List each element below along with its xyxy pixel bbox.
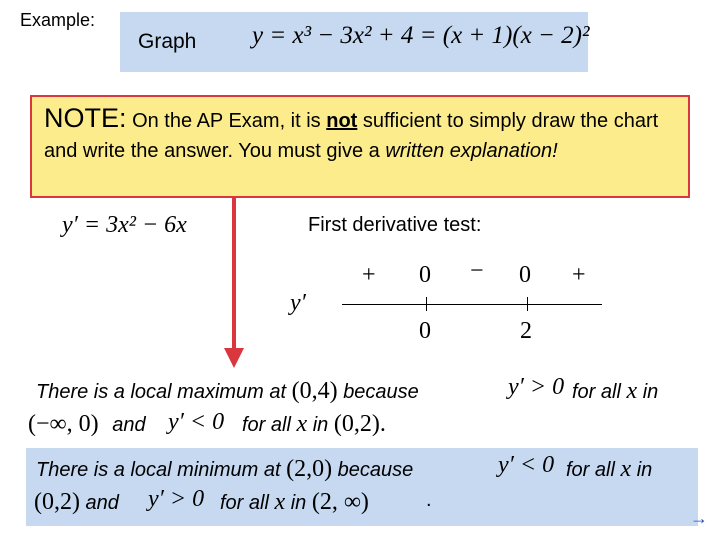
max-because: because (343, 381, 419, 403)
note-text: NOTE: On the AP Exam, it is not sufficient to simply draw the chart and write the answer. You must give a written explanation! (44, 103, 659, 162)
max-prefix: There is a local maximum at (36, 381, 287, 403)
callout-arrow-head (224, 348, 244, 368)
sign-chart-variable: y′ (290, 290, 306, 316)
tick-critical-2 (527, 297, 528, 311)
max-condition-positive: y′ > 0 (508, 374, 565, 400)
min-condition-positive: y′ > 0 (148, 486, 205, 512)
sign-zero-left: 0 (419, 262, 431, 288)
sign-chart-number-line (342, 304, 602, 305)
problem-box (120, 12, 588, 72)
sign-negative-middle: − (470, 258, 484, 284)
min-because: because (337, 459, 414, 481)
minimum-statement-line2: (0,2) and (34, 489, 119, 515)
min-interval-2: (2, ∞) (311, 489, 369, 515)
maximum-statement-line2: (−∞, 0) and (28, 411, 146, 437)
max-forall-line2: for all x in (0,2). (242, 411, 386, 437)
maximum-statement-line1 (36, 378, 419, 405)
max-forall-line1: for all x in (572, 378, 659, 404)
derivative-equation: y′ = 3x² − 6x (62, 212, 187, 238)
max-interval-1: (−∞, 0) (28, 411, 99, 437)
tick-critical-0 (426, 297, 427, 311)
first-derivative-test-label: First derivative test: (308, 214, 482, 236)
max-point: (0,4) (291, 378, 338, 404)
callout-arrow-shaft (232, 198, 236, 350)
min-point: (2,0) (286, 456, 333, 482)
note-callout (30, 95, 690, 198)
next-slide-arrow-icon[interactable]: → (690, 508, 708, 528)
max-condition-negative: y′ < 0 (168, 409, 225, 435)
sign-positive-right: + (572, 262, 586, 288)
critical-point-0: 0 (419, 318, 431, 344)
min-period: . (426, 489, 432, 511)
note-emphasis: not (326, 110, 358, 132)
critical-point-2: 2 (520, 318, 532, 344)
minimum-statement-line1 (36, 456, 413, 483)
min-forall-line1: for all x in (566, 456, 653, 482)
sign-positive-left: + (362, 262, 376, 288)
note-heading: NOTE: (44, 103, 127, 133)
min-condition-negative: y′ < 0 (498, 452, 555, 478)
max-interval-2: (0,2) (333, 411, 380, 437)
min-interval-1: (0,2) (34, 489, 80, 515)
min-prefix: There is a local minimum at (36, 459, 281, 481)
min-forall-line2: for all x in (2, ∞) (220, 489, 369, 515)
sign-zero-right: 0 (519, 262, 531, 288)
graph-label: Graph (138, 30, 197, 53)
example-label: Example: (20, 10, 96, 30)
graph-equation: y = x³ − 3x² + 4 = (x + 1)(x − 2)² (252, 22, 590, 49)
